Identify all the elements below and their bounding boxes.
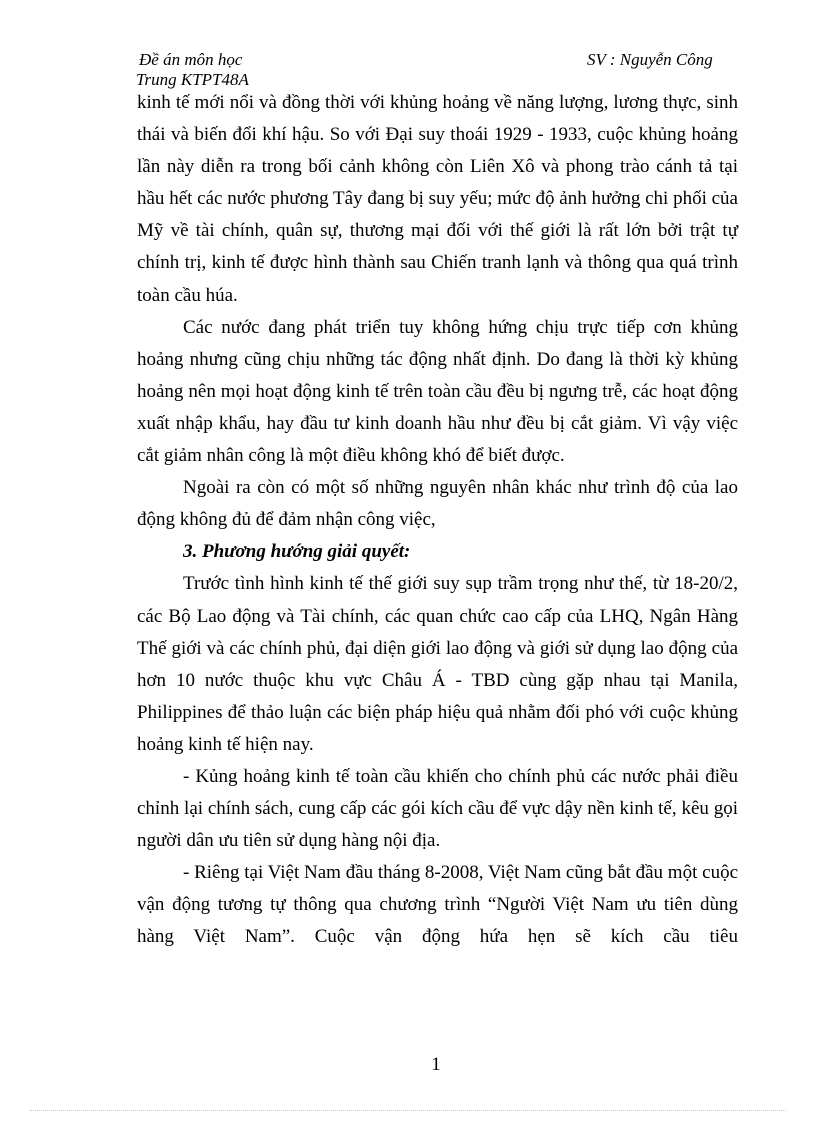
page-number: 1 bbox=[431, 1054, 441, 1075]
paragraph-vietnam-campaign: - Riêng tại Việt Nam đầu tháng 8-2008, Việt Nam cũng bắt đầu một cuộc vận động tương tự thông qua chương trình “Người Việt Nam ưu tiên dùng hàng Việt Nam”. Cuộc vận động hứa hẹn sẽ kích cầu tiêu bbox=[137, 862, 738, 948]
header-course-title: Đề án môn học bbox=[139, 50, 243, 69]
paragraph-manila-meeting: Trước tình hình kinh tế thế giới suy sụp trầm trọng như thế, từ 18-20/2, các Bộ Lao động và Tài chính, các quan chức cao cấp của LHQ, Ngân Hàng Thế giới và các chính phủ, đại diện giới lao động và giới sử dụng lao động của hơn 10 nước thuộc khu vực Châu Á - TBD cùng gặp nhau tại Manila, Philippines để thảo luận các biện pháp hiệu quả nhằm đối phó với cuộc khủng hoảng kinh tế hiện nay. bbox=[137, 573, 738, 755]
footer-divider bbox=[30, 1110, 786, 1111]
paragraph-continuation: kinh tế mới nổi và đồng thời với khủng hoảng về năng lượng, lương thực, sinh thái và biến đổi khí hậu. So với Đại suy thoái 1929 - 1933, cuộc khủng hoảng lần này diễn ra trong bối cảnh không còn Liên Xô và phong trào cánh tả tại hầu hết các nước phương Tây đang bị suy yếu; mức độ ảnh hưởng chi phối của Mỹ về tài chính, quân sự, thương mại đối với thế giới là rất lớn bởi trật tự chính trị, kinh tế được hình thành sau Chiến tranh lạnh và thông qua quá trình toàn cầu húa. bbox=[137, 92, 738, 306]
section-heading: 3. Phương hướng giải quyết: bbox=[183, 541, 411, 563]
paragraph-other-causes: Ngoài ra còn có một số những nguyên nhân khác như trình độ của lao động không đủ để đảm nhận công việc, bbox=[137, 477, 738, 531]
document-body bbox=[137, 87, 738, 954]
header-class-code: Trung KTPT48A bbox=[136, 70, 249, 89]
header-student-name: SV : Nguyễn Công bbox=[587, 50, 713, 69]
paragraph-stimulus: - Kủng hoảng kinh tế toàn cầu khiến cho chính phủ các nước phải điều chỉnh lại chính sách, cung cấp các gói kích cầu để vực dậy nền kinh tế, kêu gọi người dân ưu tiên sử dụng hàng nội địa. bbox=[137, 765, 738, 852]
header-course-info bbox=[136, 50, 249, 90]
paragraph-developing-countries: Các nước đang phát triển tuy không hứng chịu trực tiếp cơn khủng hoảng nhưng cũng chịu những tác động nhất định. Do đang là thời kỳ khủng hoảng nên mọi hoạt động kinh tế trên toàn cầu đều bị ngưng trễ, các hoạt động xuất nhập khẩu, hay đầu tư kinh doanh hầu như đều bị cắt giảm. Vì vậy việc cắt giảm nhân công là một điều không khó để biết được. bbox=[137, 316, 738, 467]
